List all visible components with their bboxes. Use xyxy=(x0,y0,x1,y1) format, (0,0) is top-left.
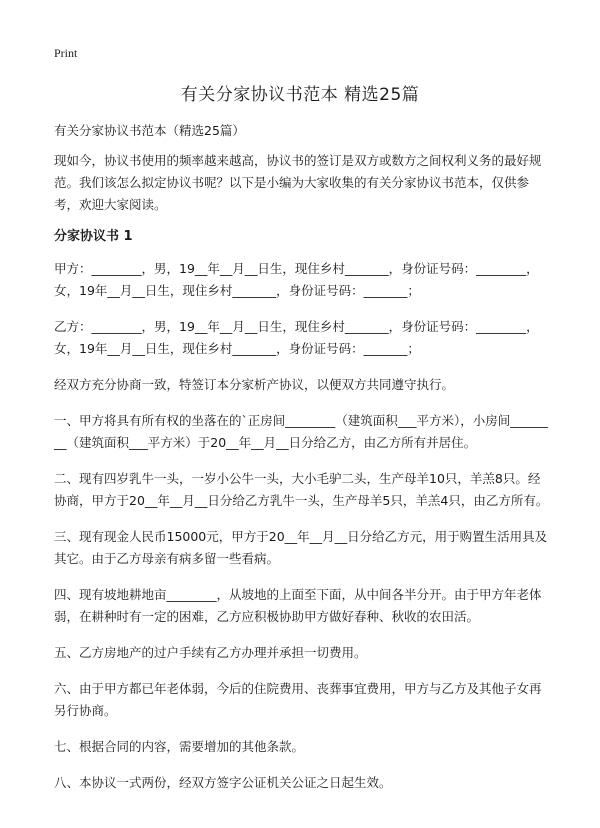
document-title: 有关分家协议书范本 精选25篇 xyxy=(180,85,420,105)
clause-5: 五、乙方房地产的过户手续有乙方办理并承担一切费用。 xyxy=(54,645,367,660)
print-link[interactable]: Print xyxy=(54,46,78,60)
clause-2: 二、现有四岁乳牛一头，一岁小公牛一头，大小毛驴二头，生产母羊10只，羊羔8只。经协商，甲方于20__年__月__日分给乙方乳牛一头，生产母羊5只，羊羔4只，由乙方所有。 xyxy=(54,471,549,508)
document-body xyxy=(54,120,550,808)
clause-6: 六、由于甲方都已年老体弱，今后的住院费用、丧葬事宜费用，甲方与乙方及其他子女再另行协商。 xyxy=(54,681,542,718)
document-subtitle: 有关分家协议书范本（精选25篇） xyxy=(54,123,245,138)
clause-7: 七、根据合同的内容，需要增加的其他条款。 xyxy=(54,739,305,754)
clause-1: 一、甲方将具有所有权的坐落在的`正房间________（建筑面积___平方米），小房间________（建筑面积___平方米）于20__年__月__日分给乙方，由乙方所有并居住。 xyxy=(54,413,548,450)
party-a-paragraph: 甲方：________，男，19__年__月__日生，现住乡村_______，身份证号码：________，女，19年__月__日生，现住乡村_______，身份证号码：_______； xyxy=(54,261,539,298)
party-b-paragraph: 乙方：________，男，19__年__月__日生，现住乡村_______，身份证号码：________，女，19年__月__日生，现住乡村_______，身份证号码：_______； xyxy=(54,319,539,356)
clause-3: 三、现有现金人民币15000元，甲方于20__年__月__日分给乙方元，用于购置生活用具及其它。由于乙方母亲有病多留一些看病。 xyxy=(54,529,548,566)
clause-4: 四、现有坡地耕地亩________，从坡地的上面至下面，从中间各半分开。由于甲方年老体弱，在耕种时有一定的困难，乙方应积极协助甲方做好春种、秋收的农田活。 xyxy=(54,587,542,624)
clause-8: 八、本协议一式两份，经双方签字公证机关公证之日起生效。 xyxy=(54,775,392,790)
intro-paragraph: 现如今，协议书使用的频率越来越高，协议书的签订是双方或数方之间权利义务的最好规范。我们该怎么拟定协议书呢？以下是小编为大家收集的有关分家协议书范本，仅供参考，欢迎大家阅读。 xyxy=(54,153,542,212)
agreement-paragraph: 经双方充分协商一致，特签订本分家析产协议，以便双方共同遵守执行。 xyxy=(54,377,455,392)
section-heading: 分家协议书 1 xyxy=(54,229,133,244)
